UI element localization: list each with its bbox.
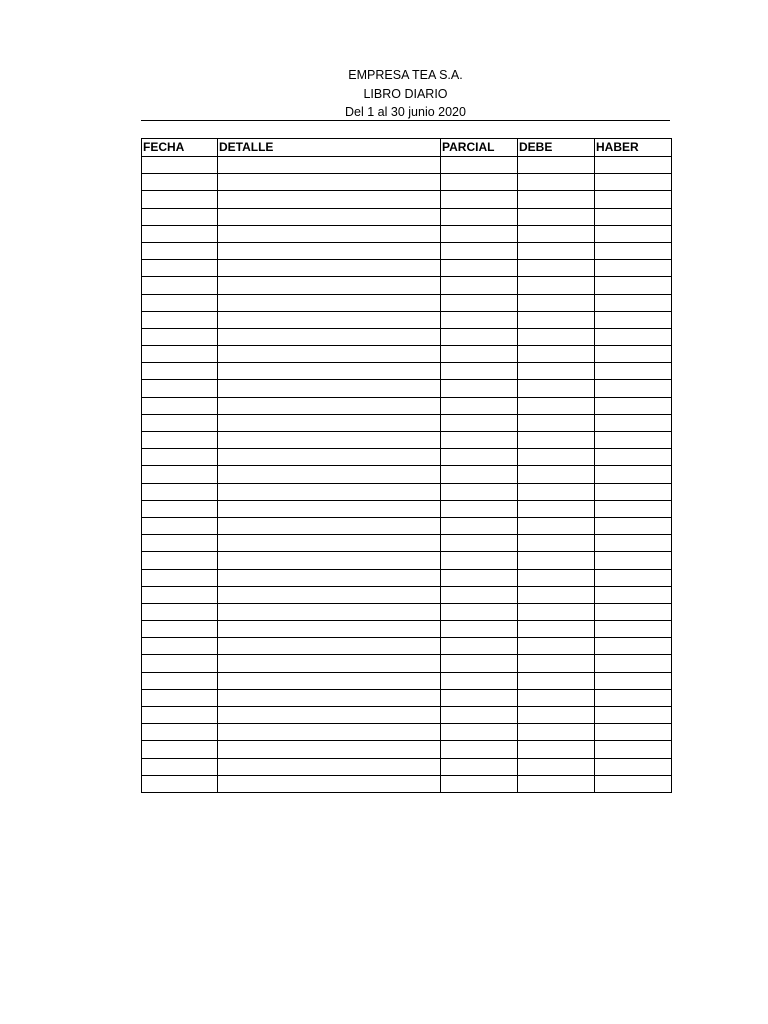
debe-cell[interactable] [518, 707, 595, 724]
fecha-cell[interactable] [142, 621, 218, 638]
detalle-cell[interactable] [218, 294, 441, 311]
haber-cell[interactable] [595, 260, 672, 277]
parcial-cell[interactable] [441, 707, 518, 724]
table-row [142, 603, 672, 620]
parcial-cell[interactable] [441, 638, 518, 655]
detalle-cell[interactable] [218, 621, 441, 638]
haber-cell[interactable] [595, 328, 672, 345]
table-row [142, 552, 672, 569]
debe-cell[interactable] [518, 672, 595, 689]
fecha-cell[interactable] [142, 724, 218, 741]
fecha-cell[interactable] [142, 449, 218, 466]
fecha-cell[interactable] [142, 311, 218, 328]
fecha-cell[interactable] [142, 517, 218, 534]
detalle-cell[interactable] [218, 449, 441, 466]
detalle-cell[interactable] [218, 157, 441, 174]
debe-cell[interactable] [518, 380, 595, 397]
haber-cell[interactable] [595, 157, 672, 174]
detalle-cell[interactable] [218, 363, 441, 380]
fecha-cell[interactable] [142, 466, 218, 483]
detalle-cell[interactable] [218, 775, 441, 792]
fecha-cell[interactable] [142, 603, 218, 620]
table-row [142, 638, 672, 655]
table-row [142, 328, 672, 345]
debe-cell[interactable] [518, 638, 595, 655]
table-row [142, 535, 672, 552]
detalle-cell[interactable] [218, 552, 441, 569]
fecha-cell[interactable] [142, 277, 218, 294]
parcial-cell[interactable] [441, 397, 518, 414]
haber-cell[interactable] [595, 672, 672, 689]
detalle-cell[interactable] [218, 328, 441, 345]
debe-cell[interactable] [518, 242, 595, 259]
debe-cell[interactable] [518, 225, 595, 242]
table-row [142, 208, 672, 225]
fecha-cell[interactable] [142, 414, 218, 431]
table-row [142, 672, 672, 689]
parcial-cell[interactable] [441, 569, 518, 586]
haber-cell[interactable] [595, 277, 672, 294]
company-name: EMPRESA TEA S.A. [348, 68, 463, 82]
fecha-cell[interactable] [142, 586, 218, 603]
haber-cell[interactable] [595, 225, 672, 242]
parcial-cell[interactable] [441, 432, 518, 449]
detalle-cell[interactable] [218, 672, 441, 689]
parcial-cell[interactable] [441, 724, 518, 741]
parcial-cell[interactable] [441, 758, 518, 775]
debe-cell[interactable] [518, 586, 595, 603]
table-row [142, 724, 672, 741]
detalle-cell[interactable] [218, 380, 441, 397]
table-row [142, 294, 672, 311]
parcial-cell[interactable] [441, 689, 518, 706]
fecha-cell[interactable] [142, 157, 218, 174]
header-divider [141, 120, 670, 121]
debe-cell[interactable] [518, 260, 595, 277]
parcial-cell[interactable] [441, 483, 518, 500]
fecha-cell[interactable] [142, 689, 218, 706]
haber-cell[interactable] [595, 483, 672, 500]
haber-cell[interactable] [595, 191, 672, 208]
detalle-cell[interactable] [218, 569, 441, 586]
table-row [142, 517, 672, 534]
fecha-cell[interactable] [142, 741, 218, 758]
parcial-cell[interactable] [441, 414, 518, 431]
debe-cell[interactable] [518, 191, 595, 208]
fecha-cell[interactable] [142, 363, 218, 380]
haber-cell[interactable] [595, 724, 672, 741]
detalle-cell[interactable] [218, 225, 441, 242]
debe-cell[interactable] [518, 397, 595, 414]
fecha-cell[interactable] [142, 346, 218, 363]
detalle-cell[interactable] [218, 724, 441, 741]
column-header-fecha: FECHA [142, 139, 218, 157]
table-row [142, 277, 672, 294]
haber-cell[interactable] [595, 466, 672, 483]
parcial-cell[interactable] [441, 225, 518, 242]
debe-cell[interactable] [518, 552, 595, 569]
debe-cell[interactable] [518, 569, 595, 586]
table-row [142, 689, 672, 706]
haber-cell[interactable] [595, 174, 672, 191]
table-row [142, 741, 672, 758]
debe-cell[interactable] [518, 328, 595, 345]
parcial-cell[interactable] [441, 552, 518, 569]
detalle-cell[interactable] [218, 277, 441, 294]
debe-cell[interactable] [518, 603, 595, 620]
table-row [142, 655, 672, 672]
parcial-cell[interactable] [441, 466, 518, 483]
fecha-cell[interactable] [142, 225, 218, 242]
parcial-cell[interactable] [441, 260, 518, 277]
haber-cell[interactable] [595, 208, 672, 225]
journal-table [141, 138, 672, 793]
table-row [142, 449, 672, 466]
parcial-cell[interactable] [441, 328, 518, 345]
detalle-cell[interactable] [218, 191, 441, 208]
fecha-cell[interactable] [142, 208, 218, 225]
fecha-cell[interactable] [142, 638, 218, 655]
table-row [142, 758, 672, 775]
document-title: LIBRO DIARIO [363, 86, 448, 101]
parcial-cell[interactable] [441, 775, 518, 792]
haber-cell[interactable] [595, 758, 672, 775]
haber-cell[interactable] [595, 449, 672, 466]
detalle-cell[interactable] [218, 242, 441, 259]
table-row [142, 380, 672, 397]
haber-cell[interactable] [595, 655, 672, 672]
fecha-cell[interactable] [142, 242, 218, 259]
fecha-cell[interactable] [142, 294, 218, 311]
debe-cell[interactable] [518, 432, 595, 449]
table-body [142, 157, 672, 793]
haber-cell[interactable] [595, 294, 672, 311]
detalle-cell[interactable] [218, 517, 441, 534]
parcial-cell[interactable] [441, 741, 518, 758]
table-row [142, 397, 672, 414]
detalle-cell[interactable] [218, 174, 441, 191]
parcial-cell[interactable] [441, 157, 518, 174]
table-row [142, 586, 672, 603]
detalle-cell[interactable] [218, 758, 441, 775]
parcial-cell[interactable] [441, 655, 518, 672]
table-row [142, 260, 672, 277]
haber-cell[interactable] [595, 500, 672, 517]
debe-cell[interactable] [518, 500, 595, 517]
debe-cell[interactable] [518, 758, 595, 775]
debe-cell[interactable] [518, 277, 595, 294]
debe-cell[interactable] [518, 621, 595, 638]
table-row [142, 466, 672, 483]
fecha-cell[interactable] [142, 552, 218, 569]
detalle-cell[interactable] [218, 414, 441, 431]
fecha-cell[interactable] [142, 500, 218, 517]
table-row [142, 775, 672, 792]
haber-cell[interactable] [595, 397, 672, 414]
haber-cell[interactable] [595, 363, 672, 380]
fecha-cell[interactable] [142, 758, 218, 775]
parcial-cell[interactable] [441, 191, 518, 208]
haber-cell[interactable] [595, 346, 672, 363]
haber-cell[interactable] [595, 517, 672, 534]
parcial-cell[interactable] [441, 672, 518, 689]
debe-cell[interactable] [518, 517, 595, 534]
haber-cell[interactable] [595, 638, 672, 655]
fecha-cell[interactable] [142, 380, 218, 397]
fecha-cell[interactable] [142, 432, 218, 449]
parcial-cell[interactable] [441, 380, 518, 397]
haber-cell[interactable] [595, 741, 672, 758]
debe-cell[interactable] [518, 775, 595, 792]
debe-cell[interactable] [518, 449, 595, 466]
fecha-cell[interactable] [142, 535, 218, 552]
parcial-cell[interactable] [441, 174, 518, 191]
fecha-cell[interactable] [142, 707, 218, 724]
parcial-cell[interactable] [441, 242, 518, 259]
debe-cell[interactable] [518, 157, 595, 174]
haber-cell[interactable] [595, 552, 672, 569]
fecha-cell[interactable] [142, 569, 218, 586]
table-row [142, 191, 672, 208]
detalle-cell[interactable] [218, 535, 441, 552]
parcial-cell[interactable] [441, 311, 518, 328]
document-period: Del 1 al 30 junio 2020 [345, 105, 466, 120]
detalle-cell[interactable] [218, 208, 441, 225]
haber-cell[interactable] [595, 535, 672, 552]
debe-cell[interactable] [518, 655, 595, 672]
haber-cell[interactable] [595, 603, 672, 620]
debe-cell[interactable] [518, 483, 595, 500]
debe-cell[interactable] [518, 741, 595, 758]
detalle-cell[interactable] [218, 466, 441, 483]
table-row [142, 432, 672, 449]
fecha-cell[interactable] [142, 775, 218, 792]
table-row [142, 707, 672, 724]
debe-cell[interactable] [518, 363, 595, 380]
debe-cell[interactable] [518, 346, 595, 363]
debe-cell[interactable] [518, 311, 595, 328]
detalle-cell[interactable] [218, 500, 441, 517]
haber-cell[interactable] [595, 689, 672, 706]
debe-cell[interactable] [518, 689, 595, 706]
table-row [142, 500, 672, 517]
fecha-cell[interactable] [142, 174, 218, 191]
haber-cell[interactable] [595, 311, 672, 328]
parcial-cell[interactable] [441, 346, 518, 363]
debe-cell[interactable] [518, 294, 595, 311]
haber-cell[interactable] [595, 707, 672, 724]
parcial-cell[interactable] [441, 586, 518, 603]
table-row [142, 621, 672, 638]
table-row [142, 174, 672, 191]
debe-cell[interactable] [518, 466, 595, 483]
debe-cell[interactable] [518, 724, 595, 741]
column-header-haber: HABER [595, 139, 672, 157]
debe-cell[interactable] [518, 535, 595, 552]
table-header-row [142, 139, 672, 157]
haber-cell[interactable] [595, 242, 672, 259]
fecha-cell[interactable] [142, 655, 218, 672]
debe-cell[interactable] [518, 414, 595, 431]
column-header-debe: DEBE [518, 139, 595, 157]
parcial-cell[interactable] [441, 603, 518, 620]
detalle-cell[interactable] [218, 586, 441, 603]
detalle-cell[interactable] [218, 483, 441, 500]
table-row [142, 225, 672, 242]
haber-cell[interactable] [595, 621, 672, 638]
table-row [142, 483, 672, 500]
parcial-cell[interactable] [441, 294, 518, 311]
table-row [142, 242, 672, 259]
haber-cell[interactable] [595, 380, 672, 397]
detalle-cell[interactable] [218, 638, 441, 655]
detalle-cell[interactable] [218, 346, 441, 363]
table-row [142, 157, 672, 174]
parcial-cell[interactable] [441, 535, 518, 552]
parcial-cell[interactable] [441, 449, 518, 466]
detalle-cell[interactable] [218, 707, 441, 724]
fecha-cell[interactable] [142, 483, 218, 500]
table-row [142, 311, 672, 328]
fecha-cell[interactable] [142, 191, 218, 208]
detalle-cell[interactable] [218, 397, 441, 414]
debe-cell[interactable] [518, 208, 595, 225]
parcial-cell[interactable] [441, 363, 518, 380]
haber-cell[interactable] [595, 414, 672, 431]
parcial-cell[interactable] [441, 621, 518, 638]
detalle-cell[interactable] [218, 655, 441, 672]
debe-cell[interactable] [518, 174, 595, 191]
fecha-cell[interactable] [142, 328, 218, 345]
detalle-cell[interactable] [218, 741, 441, 758]
parcial-cell[interactable] [441, 500, 518, 517]
detalle-cell[interactable] [218, 311, 441, 328]
fecha-cell[interactable] [142, 397, 218, 414]
detalle-cell[interactable] [218, 689, 441, 706]
table-row [142, 346, 672, 363]
document-header [141, 66, 670, 122]
parcial-cell[interactable] [441, 208, 518, 225]
haber-cell[interactable] [595, 432, 672, 449]
table-row [142, 363, 672, 380]
haber-cell[interactable] [595, 586, 672, 603]
detalle-cell[interactable] [218, 260, 441, 277]
haber-cell[interactable] [595, 569, 672, 586]
column-header-parcial: PARCIAL [441, 139, 518, 157]
fecha-cell[interactable] [142, 672, 218, 689]
fecha-cell[interactable] [142, 260, 218, 277]
parcial-cell[interactable] [441, 277, 518, 294]
haber-cell[interactable] [595, 775, 672, 792]
detalle-cell[interactable] [218, 432, 441, 449]
parcial-cell[interactable] [441, 517, 518, 534]
table-row [142, 569, 672, 586]
detalle-cell[interactable] [218, 603, 441, 620]
column-header-detalle: DETALLE [218, 139, 441, 157]
table-row [142, 414, 672, 431]
